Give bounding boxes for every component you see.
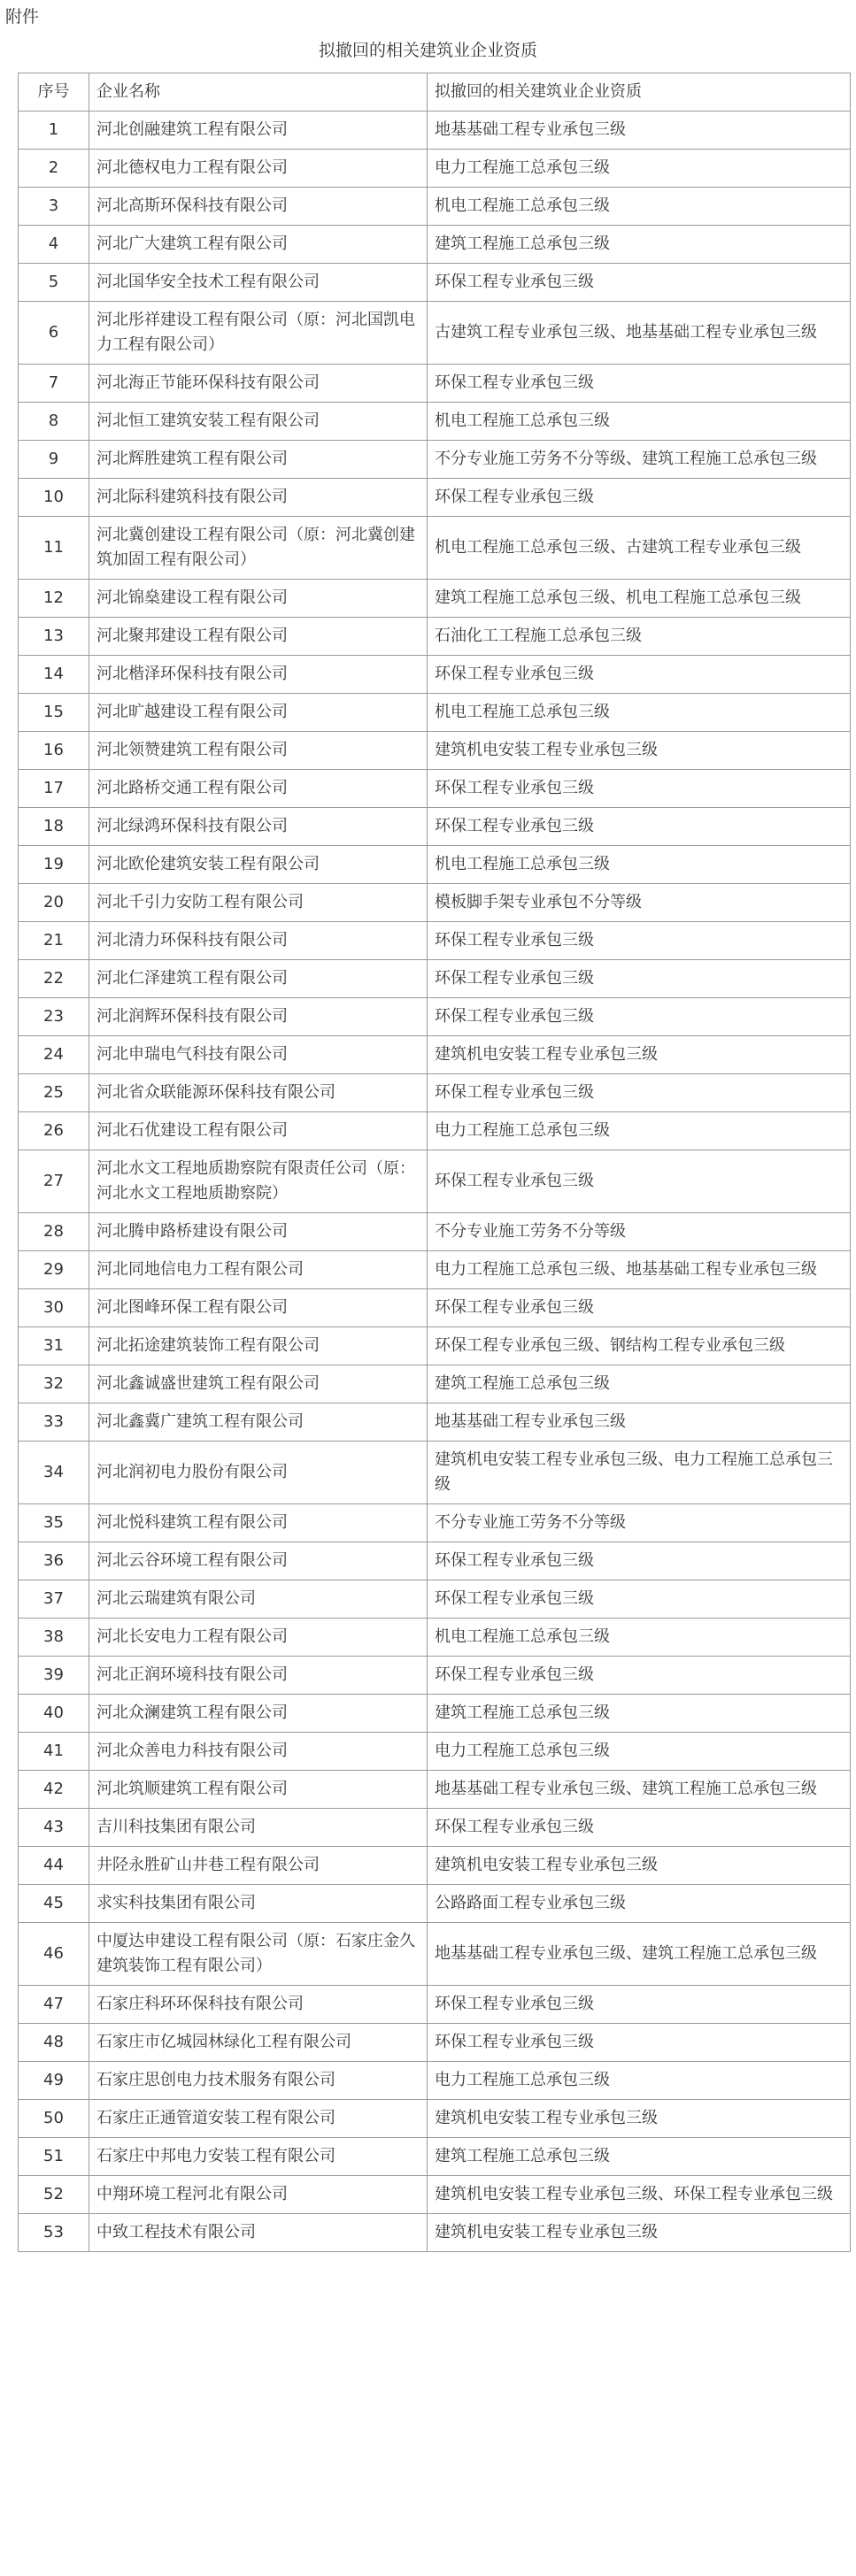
cell-qualification: 环保工程专业承包三级: [428, 922, 851, 960]
cell-qualification: 地基基础工程专业承包三级、建筑工程施工总承包三级: [428, 1771, 851, 1809]
cell-no: 49: [19, 2062, 89, 2100]
table-row: [19, 264, 851, 302]
cell-no: 47: [19, 1986, 89, 2024]
cell-no: 41: [19, 1733, 89, 1771]
cell-company-name: 石家庄思创电力技术服务有限公司: [89, 2062, 428, 2100]
table-row: [19, 2100, 851, 2138]
table-row: [19, 1923, 851, 1986]
cell-qualification: 环保工程专业承包三级: [428, 770, 851, 808]
cell-company-name: 河北正润环境科技有限公司: [89, 1657, 428, 1695]
table-row: [19, 846, 851, 884]
cell-company-name: 河北海正节能环保科技有限公司: [89, 365, 428, 403]
cell-company-name: 河北德权电力工程有限公司: [89, 150, 428, 188]
table-row: [19, 1327, 851, 1365]
table-row: [19, 1847, 851, 1885]
cell-no: 42: [19, 1771, 89, 1809]
cell-company-name: 河北长安电力工程有限公司: [89, 1619, 428, 1657]
cell-company-name: 河北欧伦建筑安装工程有限公司: [89, 846, 428, 884]
cell-no: 20: [19, 884, 89, 922]
cell-company-name: 石家庄市亿城园林绿化工程有限公司: [89, 2024, 428, 2062]
table-row: [19, 1885, 851, 1923]
cell-no: 16: [19, 732, 89, 770]
cell-qualification: 电力工程施工总承包三级: [428, 2062, 851, 2100]
cell-qualification: 公路路面工程专业承包三级: [428, 1885, 851, 1923]
cell-company-name: 吉川科技集团有限公司: [89, 1809, 428, 1847]
table-row: [19, 884, 851, 922]
cell-company-name: 河北水文工程地质勘察院有限责任公司（原：河北水文工程地质勘察院）: [89, 1150, 428, 1213]
cell-company-name: 井陉永胜矿山井巷工程有限公司: [89, 1847, 428, 1885]
cell-no: 4: [19, 226, 89, 264]
table-row: [19, 1150, 851, 1213]
cell-company-name: 中致工程技术有限公司: [89, 2214, 428, 2252]
cell-no: 38: [19, 1619, 89, 1657]
cell-qualification: 电力工程施工总承包三级、地基基础工程专业承包三级: [428, 1251, 851, 1289]
table-row: [19, 732, 851, 770]
cell-qualification: 环保工程专业承包三级: [428, 656, 851, 694]
table-row: [19, 1036, 851, 1074]
cell-qualification: 环保工程专业承包三级: [428, 808, 851, 846]
cell-qualification: 环保工程专业承包三级: [428, 1074, 851, 1112]
table-row: [19, 1074, 851, 1112]
table-row: [19, 188, 851, 226]
cell-no: 2: [19, 150, 89, 188]
cell-company-name: 河北拓途建筑装饰工程有限公司: [89, 1327, 428, 1365]
table-row: [19, 1809, 851, 1847]
cell-no: 11: [19, 517, 89, 580]
cell-company-name: 河北楷泽环保科技有限公司: [89, 656, 428, 694]
cell-qualification: 建筑机电安装工程专业承包三级: [428, 1036, 851, 1074]
cell-qualification: 环保工程专业承包三级: [428, 479, 851, 517]
cell-no: 17: [19, 770, 89, 808]
table-row: [19, 517, 851, 580]
cell-qualification: 电力工程施工总承包三级: [428, 1733, 851, 1771]
cell-qualification: 环保工程专业承包三级: [428, 998, 851, 1036]
table-row: [19, 1619, 851, 1657]
table-row: [19, 1112, 851, 1150]
cell-no: 50: [19, 2100, 89, 2138]
table-row: [19, 150, 851, 188]
cell-company-name: 河北路桥交通工程有限公司: [89, 770, 428, 808]
cell-no: 46: [19, 1923, 89, 1986]
cell-qualification: 模板脚手架专业承包不分等级: [428, 884, 851, 922]
cell-company-name: 河北申瑞电气科技有限公司: [89, 1036, 428, 1074]
cell-company-name: 河北腾申路桥建设有限公司: [89, 1213, 428, 1251]
cell-company-name: 河北际科建筑科技有限公司: [89, 479, 428, 517]
cell-qualification: 建筑机电安装工程专业承包三级: [428, 732, 851, 770]
table-row: [19, 1251, 851, 1289]
cell-qualification: 古建筑工程专业承包三级、地基基础工程专业承包三级: [428, 302, 851, 365]
column-header-no: 序号: [19, 73, 89, 111]
cell-company-name: 河北锦燊建设工程有限公司: [89, 580, 428, 618]
cell-no: 26: [19, 1112, 89, 1150]
cell-qualification: 不分专业施工劳务不分等级: [428, 1213, 851, 1251]
cell-no: 3: [19, 188, 89, 226]
cell-no: 6: [19, 302, 89, 365]
cell-qualification: 环保工程专业承包三级: [428, 1289, 851, 1327]
cell-no: 25: [19, 1074, 89, 1112]
cell-company-name: 河北图峰环保工程有限公司: [89, 1289, 428, 1327]
cell-qualification: 环保工程专业承包三级: [428, 1657, 851, 1695]
cell-company-name: 河北云谷环境工程有限公司: [89, 1542, 428, 1580]
cell-no: 45: [19, 1885, 89, 1923]
table-row: [19, 1580, 851, 1619]
table-row: [19, 1986, 851, 2024]
cell-qualification: 建筑机电安装工程专业承包三级、电力工程施工总承包三级: [428, 1442, 851, 1504]
cell-qualification: 环保工程专业承包三级: [428, 365, 851, 403]
table-row: [19, 1403, 851, 1442]
cell-no: 15: [19, 694, 89, 732]
cell-no: 13: [19, 618, 89, 656]
cell-no: 37: [19, 1580, 89, 1619]
table-row: [19, 111, 851, 150]
cell-no: 43: [19, 1809, 89, 1847]
table-row: [19, 618, 851, 656]
cell-company-name: 河北绿鸿环保科技有限公司: [89, 808, 428, 846]
cell-qualification: 不分专业施工劳务不分等级: [428, 1504, 851, 1542]
cell-no: 31: [19, 1327, 89, 1365]
cell-qualification: 建筑工程施工总承包三级: [428, 2138, 851, 2176]
table-row: [19, 1695, 851, 1733]
cell-company-name: 河北辉胜建筑工程有限公司: [89, 441, 428, 479]
cell-company-name: 石家庄科环环保科技有限公司: [89, 1986, 428, 2024]
cell-no: 12: [19, 580, 89, 618]
table-row: [19, 1213, 851, 1251]
cell-qualification: 机电工程施工总承包三级、古建筑工程专业承包三级: [428, 517, 851, 580]
cell-company-name: 石家庄中邦电力安装工程有限公司: [89, 2138, 428, 2176]
table-row: [19, 2138, 851, 2176]
column-header-qualification: 拟撤回的相关建筑业企业资质: [428, 73, 851, 111]
cell-company-name: 河北高斯环保科技有限公司: [89, 188, 428, 226]
table-row: [19, 1657, 851, 1695]
cell-no: 24: [19, 1036, 89, 1074]
cell-no: 5: [19, 264, 89, 302]
cell-company-name: 河北同地信电力工程有限公司: [89, 1251, 428, 1289]
cell-company-name: 河北润辉环保科技有限公司: [89, 998, 428, 1036]
cell-company-name: 河北鑫诚盛世建筑工程有限公司: [89, 1365, 428, 1403]
cell-qualification: 石油化工工程施工总承包三级: [428, 618, 851, 656]
cell-no: 35: [19, 1504, 89, 1542]
table-row: [19, 302, 851, 365]
cell-qualification: 环保工程专业承包三级: [428, 1986, 851, 2024]
table-row: [19, 2062, 851, 2100]
cell-qualification: 环保工程专业承包三级: [428, 1150, 851, 1213]
table-row: [19, 365, 851, 403]
table-row: [19, 1542, 851, 1580]
document-title: 拟撤回的相关建筑业企业资质: [318, 41, 537, 60]
cell-qualification: 机电工程施工总承包三级: [428, 403, 851, 441]
cell-qualification: 机电工程施工总承包三级: [428, 188, 851, 226]
cell-company-name: 河北恒工建筑安装工程有限公司: [89, 403, 428, 441]
cell-qualification: 建筑机电安装工程专业承包三级: [428, 1847, 851, 1885]
cell-qualification: 建筑机电安装工程专业承包三级: [428, 2100, 851, 2138]
table-row: [19, 580, 851, 618]
cell-no: 52: [19, 2176, 89, 2214]
cell-no: 22: [19, 960, 89, 998]
cell-company-name: 河北众善电力科技有限公司: [89, 1733, 428, 1771]
cell-no: 48: [19, 2024, 89, 2062]
cell-company-name: 河北彤祥建设工程有限公司（原：河北国凯电力工程有限公司）: [89, 302, 428, 365]
cell-company-name: 河北创融建筑工程有限公司: [89, 111, 428, 150]
table-row: [19, 2176, 851, 2214]
cell-company-name: 河北悦科建筑工程有限公司: [89, 1504, 428, 1542]
table-row: [19, 226, 851, 264]
cell-company-name: 河北润初电力股份有限公司: [89, 1442, 428, 1504]
cell-company-name: 中翔环境工程河北有限公司: [89, 2176, 428, 2214]
cell-no: 1: [19, 111, 89, 150]
cell-qualification: 建筑机电安装工程专业承包三级、环保工程专业承包三级: [428, 2176, 851, 2214]
table-body: [19, 111, 851, 2252]
cell-no: 10: [19, 479, 89, 517]
cell-qualification: 机电工程施工总承包三级: [428, 1619, 851, 1657]
cell-no: 39: [19, 1657, 89, 1695]
cell-no: 27: [19, 1150, 89, 1213]
table-row: [19, 2214, 851, 2252]
cell-company-name: 石家庄正通管道安装工程有限公司: [89, 2100, 428, 2138]
cell-qualification: 环保工程专业承包三级: [428, 960, 851, 998]
cell-company-name: 河北石优建设工程有限公司: [89, 1112, 428, 1150]
cell-qualification: 地基基础工程专业承包三级: [428, 1403, 851, 1442]
cell-company-name: 河北千引力安防工程有限公司: [89, 884, 428, 922]
cell-qualification: 地基基础工程专业承包三级、建筑工程施工总承包三级: [428, 1923, 851, 1986]
cell-qualification: 建筑机电安装工程专业承包三级: [428, 2214, 851, 2252]
cell-qualification: 建筑工程施工总承包三级: [428, 1695, 851, 1733]
cell-company-name: 河北聚邦建设工程有限公司: [89, 618, 428, 656]
table-row: [19, 960, 851, 998]
cell-company-name: 河北旷越建设工程有限公司: [89, 694, 428, 732]
cell-no: 7: [19, 365, 89, 403]
table-row: [19, 441, 851, 479]
table-row: [19, 808, 851, 846]
cell-no: 19: [19, 846, 89, 884]
cell-no: 29: [19, 1251, 89, 1289]
cell-qualification: 电力工程施工总承包三级: [428, 150, 851, 188]
cell-qualification: 环保工程专业承包三级、钢结构工程专业承包三级: [428, 1327, 851, 1365]
table-row: [19, 1442, 851, 1504]
cell-company-name: 河北清力环保科技有限公司: [89, 922, 428, 960]
qualification-table: [18, 73, 851, 2252]
cell-no: 18: [19, 808, 89, 846]
cell-company-name: 河北众澜建筑工程有限公司: [89, 1695, 428, 1733]
table-row: [19, 770, 851, 808]
cell-qualification: 电力工程施工总承包三级: [428, 1112, 851, 1150]
cell-qualification: 地基基础工程专业承包三级: [428, 111, 851, 150]
cell-no: 32: [19, 1365, 89, 1403]
cell-company-name: 河北鑫冀广建筑工程有限公司: [89, 1403, 428, 1442]
cell-qualification: 环保工程专业承包三级: [428, 2024, 851, 2062]
cell-qualification: 建筑工程施工总承包三级: [428, 1365, 851, 1403]
cell-company-name: 河北省众联能源环保科技有限公司: [89, 1074, 428, 1112]
cell-company-name: 中厦达申建设工程有限公司（原：石家庄金久建筑装饰工程有限公司）: [89, 1923, 428, 1986]
cell-no: 44: [19, 1847, 89, 1885]
cell-no: 28: [19, 1213, 89, 1251]
cell-company-name: 河北国华安全技术工程有限公司: [89, 264, 428, 302]
table-row: [19, 1733, 851, 1771]
table-row: [19, 479, 851, 517]
cell-qualification: 建筑工程施工总承包三级: [428, 226, 851, 264]
cell-qualification: 环保工程专业承包三级: [428, 1542, 851, 1580]
cell-company-name: 河北云瑞建筑有限公司: [89, 1580, 428, 1619]
table-row: [19, 403, 851, 441]
cell-no: 40: [19, 1695, 89, 1733]
cell-no: 51: [19, 2138, 89, 2176]
cell-no: 14: [19, 656, 89, 694]
cell-no: 8: [19, 403, 89, 441]
table-row: [19, 1289, 851, 1327]
table-row: [19, 922, 851, 960]
table-row: [19, 2024, 851, 2062]
cell-company-name: 求实科技集团有限公司: [89, 1885, 428, 1923]
cell-company-name: 河北领赞建筑工程有限公司: [89, 732, 428, 770]
cell-qualification: 环保工程专业承包三级: [428, 264, 851, 302]
table-header-row: [19, 73, 851, 111]
cell-qualification: 环保工程专业承包三级: [428, 1809, 851, 1847]
cell-company-name: 河北冀创建设工程有限公司（原：河北冀创建筑加固工程有限公司）: [89, 517, 428, 580]
table-row: [19, 1771, 851, 1809]
cell-no: 30: [19, 1289, 89, 1327]
cell-qualification: 建筑工程施工总承包三级、机电工程施工总承包三级: [428, 580, 851, 618]
table-row: [19, 656, 851, 694]
column-header-name: 企业名称: [89, 73, 428, 111]
cell-no: 34: [19, 1442, 89, 1504]
cell-qualification: 环保工程专业承包三级: [428, 1580, 851, 1619]
cell-no: 33: [19, 1403, 89, 1442]
table-row: [19, 1504, 851, 1542]
table-row: [19, 1365, 851, 1403]
cell-no: 9: [19, 441, 89, 479]
cell-no: 53: [19, 2214, 89, 2252]
attachment-label: 附件: [5, 7, 40, 27]
cell-company-name: 河北仁泽建筑工程有限公司: [89, 960, 428, 998]
cell-company-name: 河北广大建筑工程有限公司: [89, 226, 428, 264]
cell-no: 23: [19, 998, 89, 1036]
cell-no: 36: [19, 1542, 89, 1580]
cell-qualification: 机电工程施工总承包三级: [428, 846, 851, 884]
table-row: [19, 998, 851, 1036]
cell-no: 21: [19, 922, 89, 960]
cell-qualification: 机电工程施工总承包三级: [428, 694, 851, 732]
table-row: [19, 694, 851, 732]
cell-company-name: 河北筑顺建筑工程有限公司: [89, 1771, 428, 1809]
cell-qualification: 不分专业施工劳务不分等级、建筑工程施工总承包三级: [428, 441, 851, 479]
